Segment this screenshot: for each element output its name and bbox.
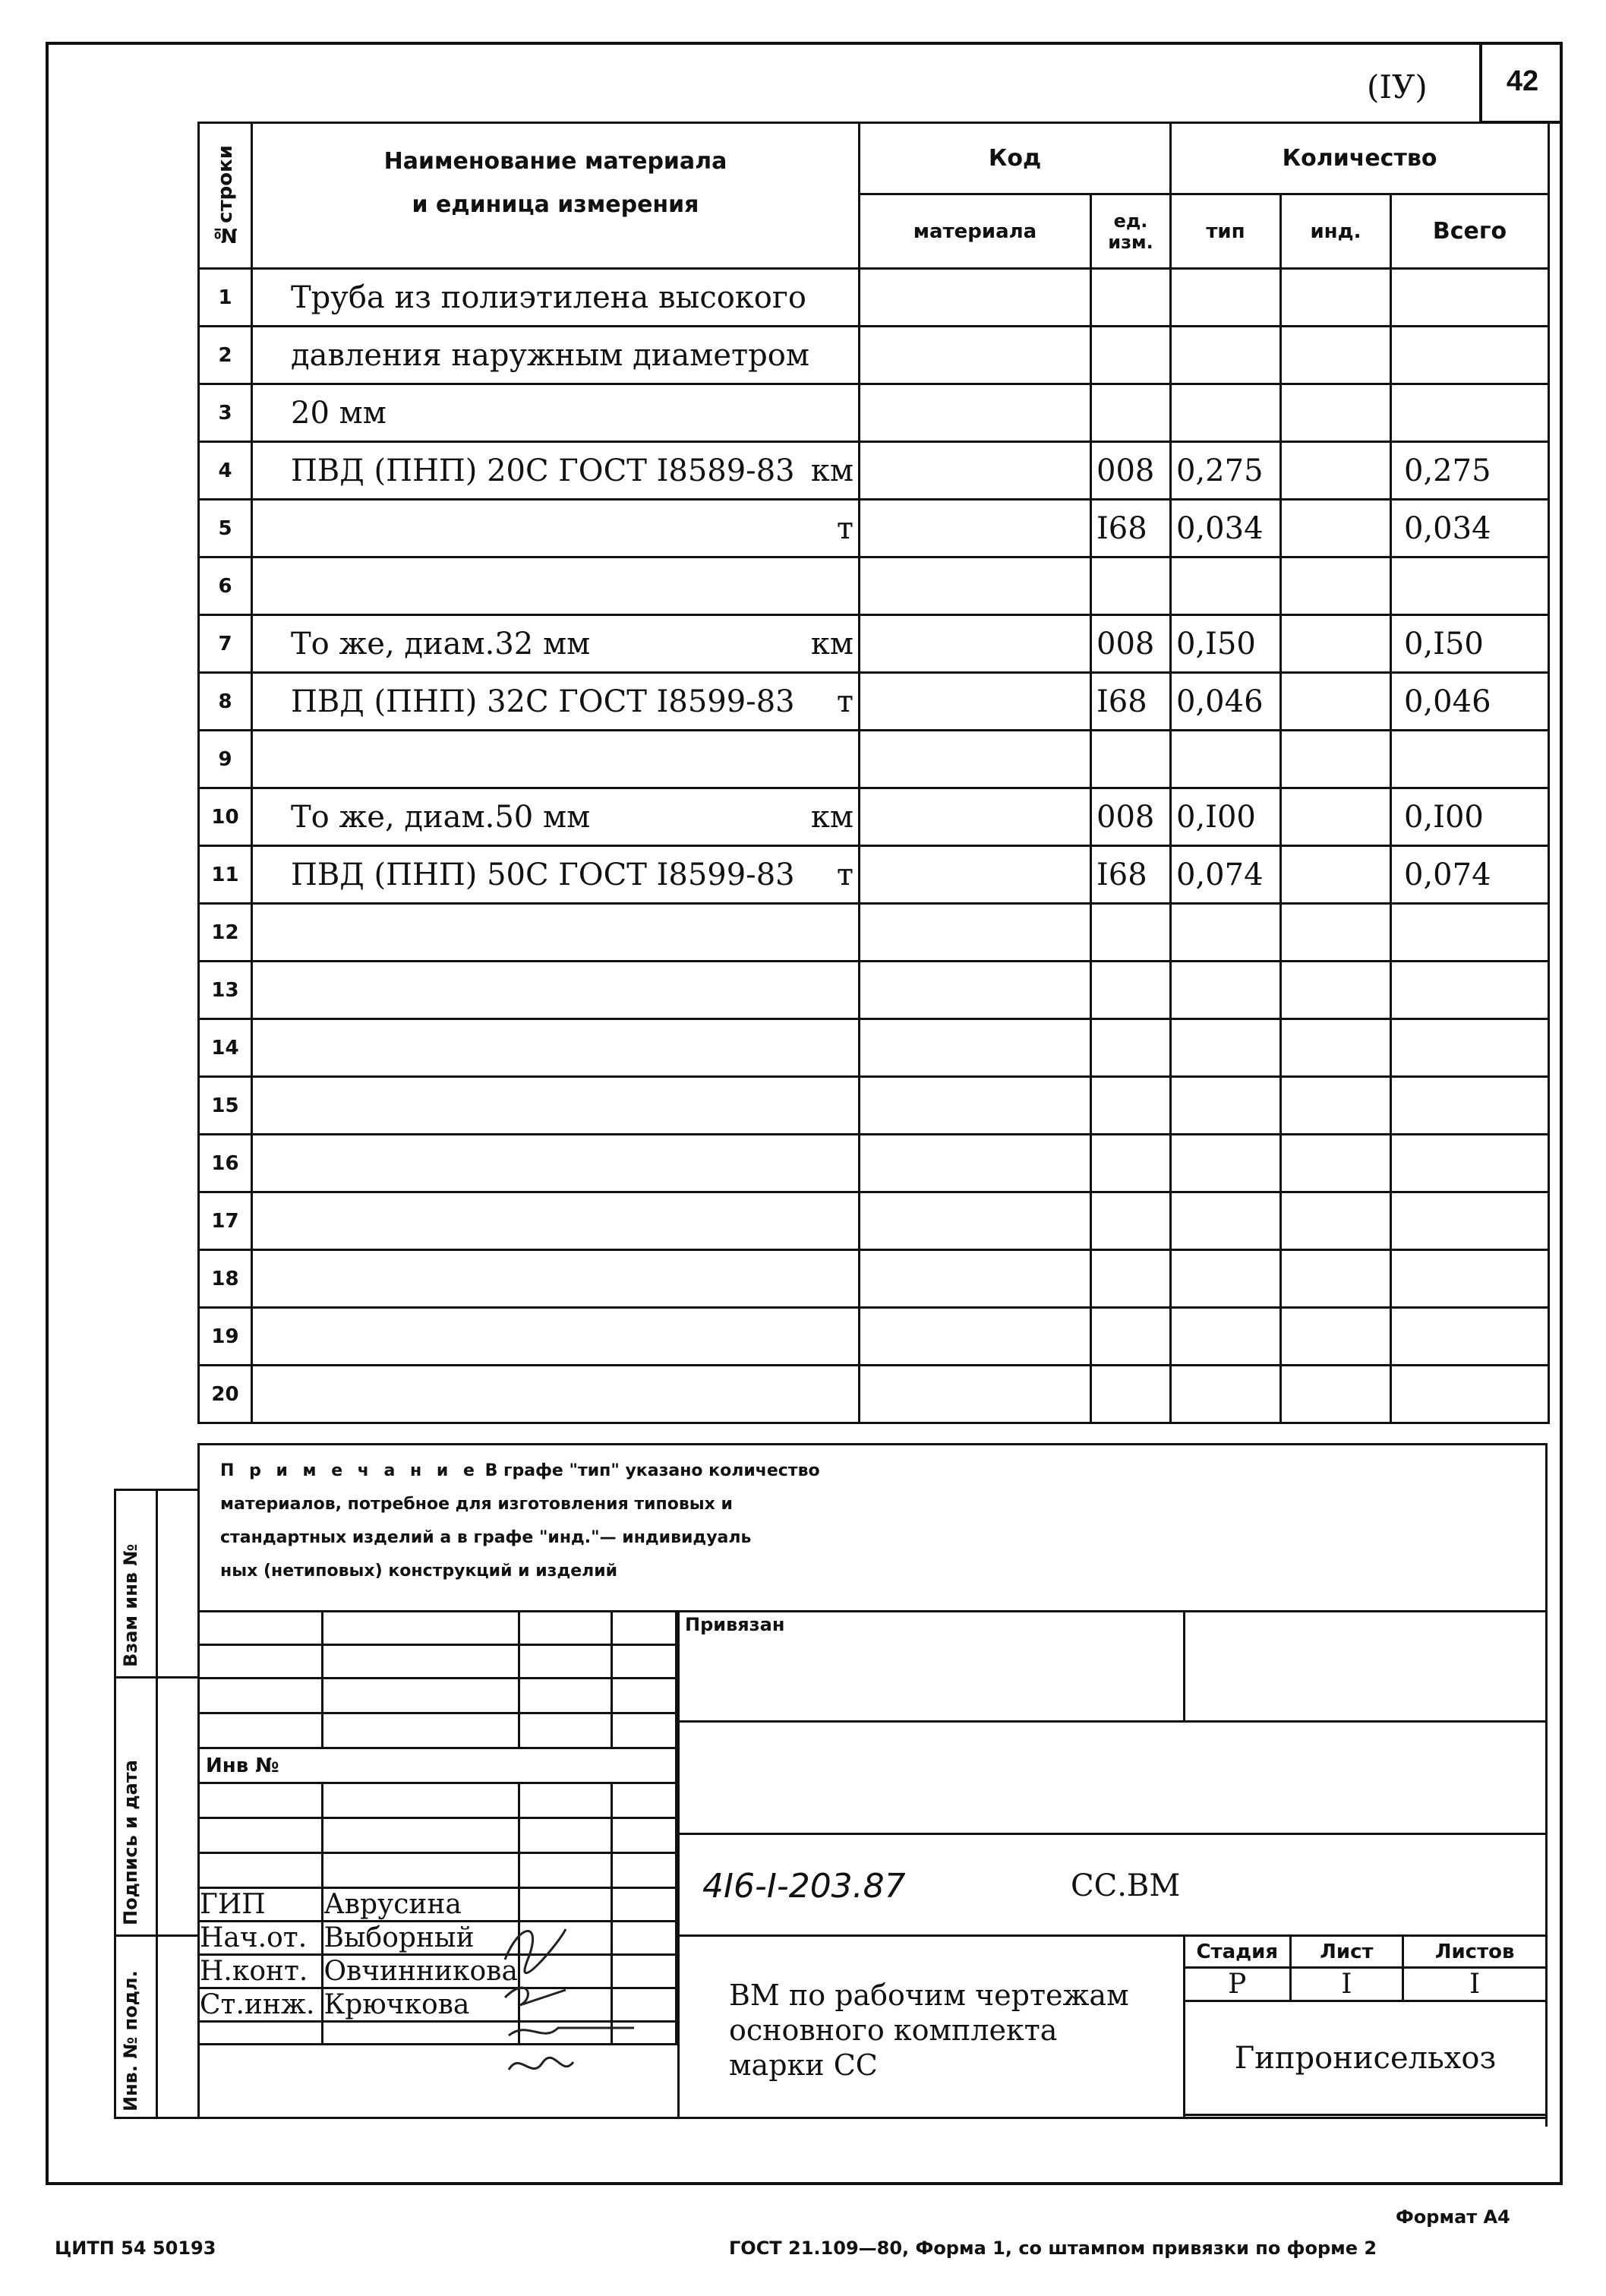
table-row bbox=[199, 788, 1549, 846]
row-material-code bbox=[860, 788, 1091, 846]
note: П р и м е ч а н и е В графе "тип" указано количество материалов, потребное для изготовления типовых и стандартных изделий а в графе "инд."— индивидуаль ных (нетиповых) конструкций и изделий bbox=[220, 1461, 820, 1581]
row-number: 6 bbox=[199, 557, 252, 615]
row-material-code bbox=[860, 615, 1091, 673]
divider bbox=[677, 1610, 680, 2119]
row-qty-ind bbox=[1281, 1135, 1391, 1192]
row-material-code bbox=[860, 1192, 1091, 1250]
sheet-label: Лист bbox=[1290, 1936, 1403, 1968]
doc-title: ВМ по рабочим чертежам основного комплекта марки СС bbox=[729, 1979, 1129, 2082]
table-row bbox=[199, 731, 1549, 788]
row-number: 14 bbox=[199, 1019, 252, 1077]
row-name bbox=[252, 1250, 860, 1308]
side-label-vzam: Взам инв № bbox=[120, 1543, 141, 1667]
row-qty-total bbox=[1391, 1019, 1549, 1077]
row-unit-code: I68 bbox=[1091, 846, 1171, 904]
sheet-value: I bbox=[1290, 1968, 1403, 2001]
row-unit-code bbox=[1091, 384, 1171, 442]
sheet-variant: (IУ) bbox=[1367, 68, 1428, 106]
divider bbox=[1183, 1610, 1185, 1723]
row-unit-code bbox=[1091, 327, 1171, 384]
row-number: 17 bbox=[199, 1192, 252, 1250]
row-name: ПВД (ПНП) 32С ГОСТ I8599-83 т bbox=[252, 673, 860, 731]
divider bbox=[114, 1489, 197, 1491]
row-name bbox=[252, 1366, 860, 1423]
row-qty-total bbox=[1391, 557, 1549, 615]
row-unit-code bbox=[1091, 1308, 1171, 1366]
col-name-header: Наименование материала и единица измерения bbox=[252, 123, 860, 269]
row-name bbox=[252, 1019, 860, 1077]
row-material-code bbox=[860, 1135, 1091, 1192]
row-number: 19 bbox=[199, 1308, 252, 1366]
privyazan-label: Привязан bbox=[685, 1614, 785, 1635]
row-name: ПВД (ПНП) 50С ГОСТ I8599-83 т bbox=[252, 846, 860, 904]
table-row bbox=[199, 327, 1549, 384]
signer-name: Крючкова bbox=[323, 1988, 519, 2022]
table-row bbox=[199, 384, 1549, 442]
row-qty-ind bbox=[1281, 557, 1391, 615]
row-qty-total: 0,275 bbox=[1391, 442, 1549, 500]
row-qty-total bbox=[1391, 1366, 1549, 1423]
row-material-code bbox=[860, 442, 1091, 500]
row-qty-ind bbox=[1281, 1250, 1391, 1308]
signer-role: Ст.инж. bbox=[199, 1988, 323, 2022]
table-row bbox=[199, 442, 1549, 500]
sheets-value: I bbox=[1403, 1968, 1547, 2001]
side-label-podpis: Подпись и дата bbox=[120, 1760, 141, 1925]
table-row bbox=[199, 1192, 1549, 1250]
row-qty-typ: 0,034 bbox=[1171, 500, 1281, 557]
col-material-header: материала bbox=[860, 194, 1091, 269]
row-qty-ind bbox=[1281, 1192, 1391, 1250]
row-qty-ind bbox=[1281, 673, 1391, 731]
row-material-code bbox=[860, 1308, 1091, 1366]
row-qty-typ bbox=[1171, 557, 1281, 615]
row-unit: т bbox=[836, 510, 853, 546]
row-name bbox=[252, 962, 860, 1019]
row-number: 5 bbox=[199, 500, 252, 557]
row-number: 1 bbox=[199, 269, 252, 327]
row-name: ПВД (ПНП) 20С ГОСТ I8589-83 км bbox=[252, 442, 860, 500]
row-number: 15 bbox=[199, 1077, 252, 1135]
table-row bbox=[199, 673, 1549, 731]
row-unit: т bbox=[836, 684, 853, 719]
row-qty-typ: 0,074 bbox=[1171, 846, 1281, 904]
row-qty-ind bbox=[1281, 731, 1391, 788]
row-number: 9 bbox=[199, 731, 252, 788]
row-qty-total bbox=[1391, 1250, 1549, 1308]
row-qty-ind bbox=[1281, 500, 1391, 557]
row-qty-total: 0,I50 bbox=[1391, 615, 1549, 673]
row-qty-typ: 0,275 bbox=[1171, 442, 1281, 500]
col-row-no-header: №строки bbox=[199, 123, 252, 269]
row-name: Труба из полиэтилена высокого bbox=[252, 269, 860, 327]
row-qty-ind bbox=[1281, 1019, 1391, 1077]
divider bbox=[677, 1720, 1548, 1723]
sheets-label: Листов bbox=[1403, 1936, 1547, 1968]
row-unit-code bbox=[1091, 1077, 1171, 1135]
row-unit-code bbox=[1091, 1135, 1171, 1192]
row-qty-typ bbox=[1171, 962, 1281, 1019]
row-number: 12 bbox=[199, 904, 252, 962]
row-qty-total bbox=[1391, 269, 1549, 327]
signer-name: Аврусина bbox=[323, 1888, 519, 1922]
row-qty-ind bbox=[1281, 788, 1391, 846]
row-qty-total: 0,074 bbox=[1391, 846, 1549, 904]
row-number: 4 bbox=[199, 442, 252, 500]
row-qty-typ bbox=[1171, 1192, 1281, 1250]
row-number: 2 bbox=[199, 327, 252, 384]
row-qty-typ bbox=[1171, 1135, 1281, 1192]
stage-label: Стадия bbox=[1185, 1936, 1291, 1968]
doc-suffix: СС.ВМ bbox=[1071, 1868, 1181, 1903]
row-material-code bbox=[860, 673, 1091, 731]
row-number: 13 bbox=[199, 962, 252, 1019]
row-number: 11 bbox=[199, 846, 252, 904]
org-name: Гипронисельхоз bbox=[1185, 2001, 1547, 2115]
row-qty-ind bbox=[1281, 962, 1391, 1019]
inv-no-label: Инв № bbox=[199, 1748, 677, 1783]
row-material-code bbox=[860, 1019, 1091, 1077]
table-row bbox=[199, 904, 1549, 962]
footer-right: ГОСТ 21.109—80, Форма 1, со штампом привязки по форме 2 bbox=[729, 2238, 1377, 2259]
row-qty-typ bbox=[1171, 1077, 1281, 1135]
row-name bbox=[252, 1192, 860, 1250]
row-qty-typ bbox=[1171, 327, 1281, 384]
row-qty-ind bbox=[1281, 442, 1391, 500]
stage-value: Р bbox=[1185, 1968, 1291, 2001]
row-name bbox=[252, 904, 860, 962]
row-number: 18 bbox=[199, 1250, 252, 1308]
row-qty-ind bbox=[1281, 1077, 1391, 1135]
row-name bbox=[252, 1077, 860, 1135]
divider bbox=[1183, 1934, 1185, 2119]
row-qty-ind bbox=[1281, 846, 1391, 904]
row-qty-total bbox=[1391, 1192, 1549, 1250]
row-name: То же, диам.50 мм км bbox=[252, 788, 860, 846]
row-name: давления наружным диаметром bbox=[252, 327, 860, 384]
row-qty-ind bbox=[1281, 327, 1391, 384]
row-unit-code bbox=[1091, 1019, 1171, 1077]
signer-name: Выборный bbox=[323, 1922, 519, 1955]
row-unit-code bbox=[1091, 962, 1171, 1019]
row-qty-total: 0,046 bbox=[1391, 673, 1549, 731]
table-row bbox=[199, 1077, 1549, 1135]
row-material-code bbox=[860, 731, 1091, 788]
row-qty-ind bbox=[1281, 269, 1391, 327]
row-unit-code: 008 bbox=[1091, 442, 1171, 500]
row-qty-typ bbox=[1171, 731, 1281, 788]
row-qty-ind bbox=[1281, 904, 1391, 962]
row-name bbox=[252, 1308, 860, 1366]
row-unit-code bbox=[1091, 904, 1171, 962]
col-qty-header: Количество bbox=[1171, 123, 1549, 194]
row-unit-code: 008 bbox=[1091, 615, 1171, 673]
sheet-number: 42 bbox=[1479, 42, 1563, 124]
row-number: 7 bbox=[199, 615, 252, 673]
row-qty-ind bbox=[1281, 615, 1391, 673]
col-total-header: Всего bbox=[1391, 194, 1549, 269]
table-row bbox=[199, 269, 1549, 327]
signatures bbox=[497, 1914, 649, 2096]
row-material-code bbox=[860, 384, 1091, 442]
table-row bbox=[199, 1250, 1549, 1308]
row-material-code bbox=[860, 500, 1091, 557]
side-label-inv: Инв. № подл. bbox=[120, 1970, 141, 2111]
row-unit-code bbox=[1091, 1250, 1171, 1308]
row-unit: т bbox=[836, 857, 853, 892]
row-qty-typ: 0,I50 bbox=[1171, 615, 1281, 673]
row-material-code bbox=[860, 1250, 1091, 1308]
row-qty-total bbox=[1391, 731, 1549, 788]
row-material-code bbox=[860, 1077, 1091, 1135]
format-label: Формат А4 bbox=[1396, 2206, 1510, 2228]
divider bbox=[114, 2117, 197, 2119]
divider bbox=[677, 1610, 1548, 1612]
row-qty-total bbox=[1391, 327, 1549, 384]
row-unit-code bbox=[1091, 557, 1171, 615]
row-qty-total bbox=[1391, 1135, 1549, 1192]
row-number: 16 bbox=[199, 1135, 252, 1192]
divider bbox=[197, 2117, 1548, 2119]
row-qty-total bbox=[1391, 1077, 1549, 1135]
row-unit-code bbox=[1091, 269, 1171, 327]
table-row bbox=[199, 846, 1549, 904]
row-qty-typ bbox=[1171, 1019, 1281, 1077]
row-unit-code: I68 bbox=[1091, 673, 1171, 731]
row-qty-typ: 0,I00 bbox=[1171, 788, 1281, 846]
row-qty-typ: 0,046 bbox=[1171, 673, 1281, 731]
doc-code: 4I6-I-203.87 bbox=[702, 1867, 906, 1906]
divider bbox=[156, 1489, 158, 2119]
col-code-header: Код bbox=[860, 123, 1171, 194]
row-qty-typ bbox=[1171, 1250, 1281, 1308]
row-name bbox=[252, 731, 860, 788]
row-name bbox=[252, 1135, 860, 1192]
table-row bbox=[199, 557, 1549, 615]
row-qty-typ bbox=[1171, 1366, 1281, 1423]
row-material-code bbox=[860, 846, 1091, 904]
row-name: То же, диам.32 мм км bbox=[252, 615, 860, 673]
table-row bbox=[199, 1019, 1549, 1077]
spec-table bbox=[197, 122, 1550, 1424]
row-qty-total bbox=[1391, 962, 1549, 1019]
row-qty-ind bbox=[1281, 384, 1391, 442]
footer-left: ЦИТП 54 50193 bbox=[55, 2238, 216, 2259]
row-unit-code: I68 bbox=[1091, 500, 1171, 557]
row-qty-typ bbox=[1171, 384, 1281, 442]
row-number: 8 bbox=[199, 673, 252, 731]
row-name bbox=[252, 557, 860, 615]
row-unit-code: 008 bbox=[1091, 788, 1171, 846]
row-name bbox=[252, 500, 860, 557]
table-row bbox=[199, 1308, 1549, 1366]
divider bbox=[677, 1833, 1548, 1835]
col-unit-header: ед. изм. bbox=[1091, 194, 1171, 269]
row-number: 20 bbox=[199, 1366, 252, 1423]
divider bbox=[197, 1443, 1548, 1445]
row-qty-total: 0,034 bbox=[1391, 500, 1549, 557]
stage-table bbox=[1183, 1934, 1548, 2116]
col-ind-header: инд. bbox=[1281, 194, 1391, 269]
row-qty-total bbox=[1391, 384, 1549, 442]
table-row bbox=[199, 615, 1549, 673]
signer-role: Н.конт. bbox=[199, 1955, 323, 1988]
divider bbox=[114, 1676, 197, 1679]
table-row bbox=[199, 962, 1549, 1019]
signer-name: Овчинникова bbox=[323, 1956, 518, 1987]
row-material-code bbox=[860, 1366, 1091, 1423]
divider bbox=[114, 1489, 116, 2119]
table-row bbox=[199, 1135, 1549, 1192]
row-material-code bbox=[860, 269, 1091, 327]
row-unit: км bbox=[810, 799, 853, 835]
row-qty-typ bbox=[1171, 269, 1281, 327]
row-name: 20 мм bbox=[252, 384, 860, 442]
table-row bbox=[199, 500, 1549, 557]
row-unit-code bbox=[1091, 1366, 1171, 1423]
row-qty-ind bbox=[1281, 1366, 1391, 1423]
signer-role: ГИП bbox=[199, 1888, 323, 1922]
table-row bbox=[199, 1366, 1549, 1423]
row-material-code bbox=[860, 904, 1091, 962]
row-material-code bbox=[860, 962, 1091, 1019]
row-material-code bbox=[860, 327, 1091, 384]
signer-role: Нач.от. bbox=[199, 1922, 323, 1955]
row-qty-ind bbox=[1281, 1308, 1391, 1366]
row-unit: км bbox=[810, 626, 853, 662]
divider bbox=[114, 1934, 197, 1937]
row-qty-typ bbox=[1171, 1308, 1281, 1366]
row-unit: км bbox=[810, 453, 853, 488]
row-unit-code bbox=[1091, 1192, 1171, 1250]
row-qty-total: 0,I00 bbox=[1391, 788, 1549, 846]
row-material-code bbox=[860, 557, 1091, 615]
row-number: 3 bbox=[199, 384, 252, 442]
row-unit-code bbox=[1091, 731, 1171, 788]
row-qty-typ bbox=[1171, 904, 1281, 962]
col-typ-header: тип bbox=[1171, 194, 1281, 269]
row-qty-total bbox=[1391, 1308, 1549, 1366]
row-number: 10 bbox=[199, 788, 252, 846]
row-qty-total bbox=[1391, 904, 1549, 962]
